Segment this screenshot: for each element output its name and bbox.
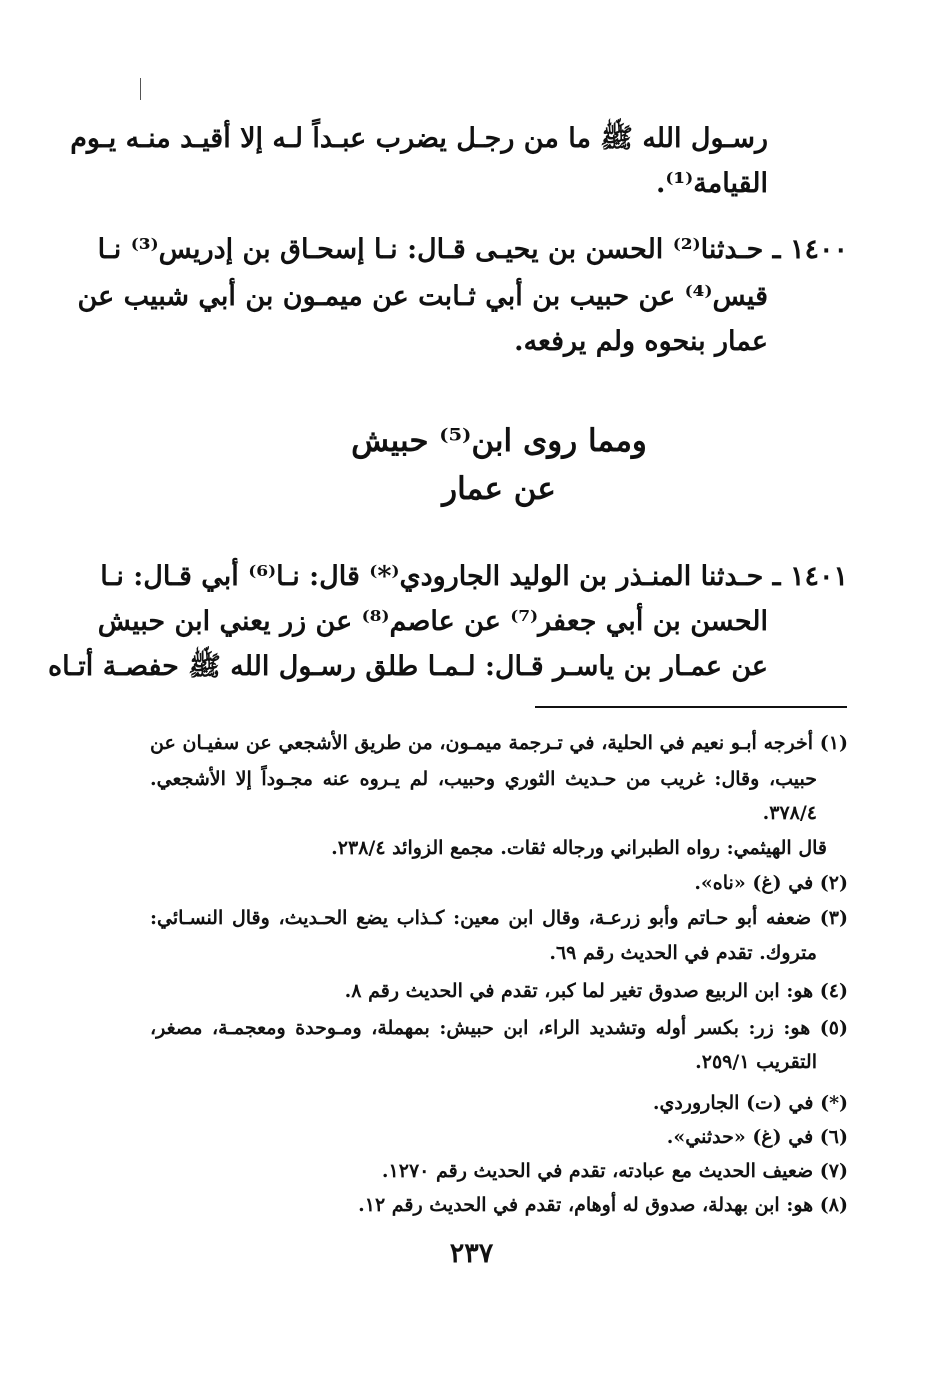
- hadith-1400-line: ١٤٠٠ ـ حـدثنا⁽²⁾ الحسن بن يحيـى قـال: نـا إسحـاق بن إدريس⁽³⁾ نـا: [97, 234, 848, 265]
- footnote-star: (*) في (ت) الجاروردي.: [652, 1092, 848, 1114]
- body-line: رسـول الله ﷺ ما من رجـل يضرب عبـداً لـه إلا أقيـد منـه يـوم: [70, 123, 768, 154]
- hadith-1401-line: ١٤٠١ ـ حـدثنا المنـذر بن الوليد الجارودي⁽*⁾ قال: نـا⁽⁶⁾ أبي قـال: نـا: [100, 561, 848, 592]
- footnote-1-cont: ٣٧٨/٤.: [762, 802, 817, 824]
- footnote-4: (٤) هو: ابن الربيع صدوق تغير لما كبر، تقدم في الحديث رقم ٨.: [344, 980, 848, 1002]
- footnote-3-cont: متروك. تقدم في الحديث رقم ٦٩.: [549, 942, 817, 964]
- footnote-3: (٣) ضعفه أبو حـاتم وأبو زرعـة، وقال ابن معين: كـذاب يضع الحـديث، وقال النسـائي:: [150, 907, 848, 929]
- hadith-1401-line: عن عمـار بن ياسـر قـال: لـمـا طلق رسـول الله ﷺ حفصـة أتـاه: [48, 651, 768, 682]
- footnote-2: (٢) في (غ) «ناه».: [694, 872, 848, 894]
- hadith-1401-line: الحسن بن أبي جعفر⁽⁷⁾ عن عاصم⁽⁸⁾ عن زر يعني ابن حبيش: [97, 606, 768, 637]
- margin-mark: [140, 78, 141, 100]
- section-heading: ومما روى ابن⁽⁵⁾ حبيش: [351, 423, 647, 459]
- footnote-1: (١) أخرجه أبـو نعيم في الحلية، في تـرجمة ميمـون، من طريق الأشجعي عن سفيـان عن: [150, 732, 848, 754]
- footnote-8: (٨) هو: ابن بهدلة، صدوق له أوهام، تقدم في الحديث رقم ١٢.: [358, 1194, 848, 1216]
- page-number: ٢٣٧: [449, 1238, 494, 1269]
- hadith-1400-line: عمار بنحوه ولم يرفعه.: [514, 326, 768, 357]
- hadith-1400-line: قيس⁽⁴⁾ عن حبيب بن أبي ثـابت عن ميمـون بن أبي شبيب عن: [77, 281, 768, 312]
- section-subheading: عن عمار: [442, 471, 556, 507]
- footnote-5-cont: التقريب ٢٥٩/١.: [695, 1051, 817, 1073]
- footnote-1-extra: قال الهيثمي: رواه الطبراني ورجاله ثقات. مجمع الزوائد ٢٣٨/٤.: [331, 837, 827, 859]
- footnote-7: (٧) ضعيف الحديث مع عبادته، تقدم في الحديث رقم ١٢٧٠.: [381, 1160, 848, 1182]
- footnote-5: (٥) هو: زر: بكسر أوله وتشديد الراء، ابن حبيش: بمهملة، ومـوحدة ومعجمـة، مصغر،: [150, 1017, 848, 1039]
- footnote-6: (٦) في (غ) «حدثني».: [666, 1126, 848, 1148]
- body-line: القيامة⁽¹⁾.: [655, 168, 768, 199]
- footnote-separator: [535, 706, 847, 708]
- footnote-1-cont: حبيب، وقال: غريب من حـديث الثوري وحبيب، لم يـروه عنه مجـوداً إلا الأشجعي.: [150, 768, 817, 790]
